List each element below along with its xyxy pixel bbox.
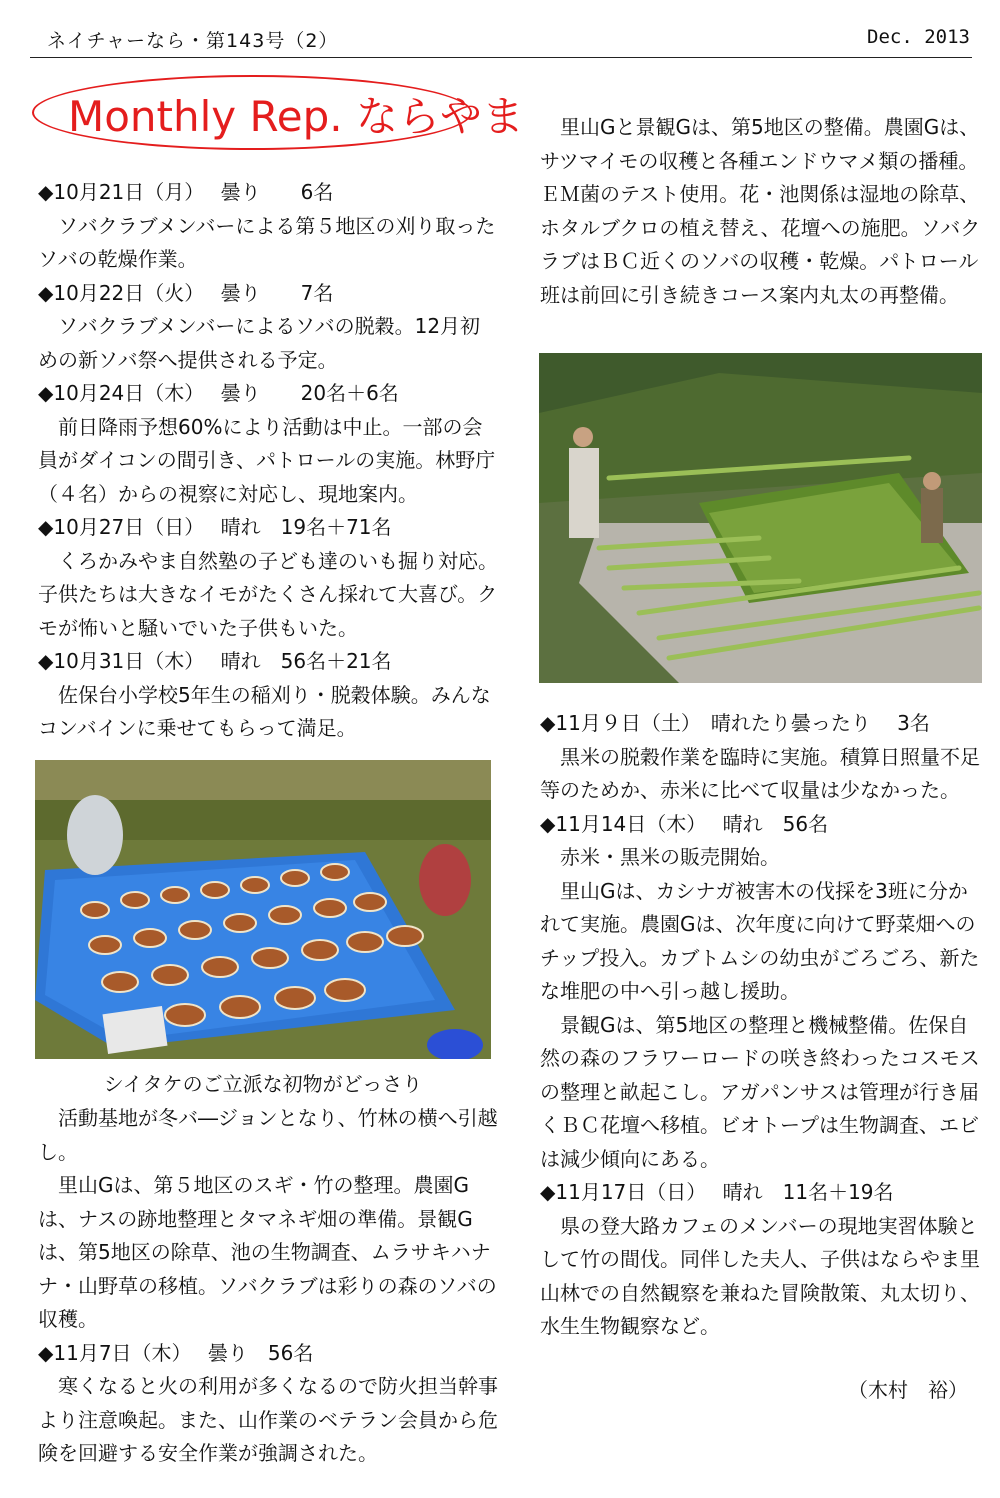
activity-paragraph: 前日降雨予想60%により活動は中止。一部の会員がダイコンの間引き、パトロールの実施。林野庁（４名）からの視察に対応し、現地案内。	[38, 414, 496, 506]
header-rule	[30, 57, 972, 58]
activity-paragraph: 黒米の脱穀作業を臨時に実施。積算日照量不足等のためか、赤米に比べて収量は少なかった。	[540, 744, 980, 802]
shiitake-photo-image	[35, 760, 491, 1059]
signature: （木村 裕）	[848, 1378, 968, 1402]
activity-entry-heading: ◆10月24日（木） 曇り 20名＋6名	[38, 381, 399, 405]
activity-paragraph: 佐保台小学校5年生の稲刈り・脱穀体験。みんなコンバインに乗せてもらって満足。	[38, 682, 491, 740]
activity-entry-heading: ◆11月7日（木） 曇り 56名	[38, 1340, 314, 1365]
activity-paragraph: 赤米・黒米の販売開始。	[560, 845, 780, 869]
activity-paragraph: 県の登大路カフェのメンバーの現地実習体験として竹の間伐。同伴した夫人、子供はならやま里山林での自然観察を兼ねた冒険散策、丸太切り、水生生物観察など。	[540, 1213, 980, 1338]
activity-entry-heading: ◆11月９日（土） 晴れたり曇ったり 3名	[540, 711, 930, 735]
header-date: Dec. 2013	[867, 26, 970, 48]
header-title: ネイチャーなら・第143号（2）	[47, 30, 339, 52]
activity-paragraph: ソバクラブメンバーによる第５地区の刈り取ったソバの乾燥作業。	[38, 213, 496, 271]
photo-bamboo	[539, 353, 982, 683]
activity-paragraph: くろかみやま自然塾の子ども達のいも掘り対応。子供たちは大きなイモがたくさん採れて大喜び。クモが怖いと騒いでいた子供もいた。	[38, 548, 498, 640]
right-column-2	[540, 707, 985, 1344]
activity-paragraph: 里山Gは、カシナガ被害木の伐採を3班に分かれて実施。農園Gは、次年度に向けて野菜畑へのチップ投入。カブトムシの幼虫がごろごろ、新たな堆肥の中へ引っ越し援助。	[540, 878, 980, 1003]
left-column-2	[38, 1102, 500, 1471]
right-column	[540, 111, 985, 312]
activity-paragraph: 里山Gと景観Gは、第5地区の整備。農園Gは、サツマイモの収穫と各種エンドウマメ類の播種。ＥＭ菌のテスト使用。花・池関係は湿地の除草、ホタルブクロの植え替え、花壇への施肥。ソバクラブはＢＣ近くのソバの収穫・乾燥。パトロール班は前回に引き続きコース案内丸太の再整備。	[540, 115, 981, 307]
activity-entry-heading: ◆10月27日（日） 晴れ 19名＋71名	[38, 515, 392, 539]
photo-caption: シイタケのご立派な初物がどっさり	[103, 1072, 423, 1096]
activity-entry-heading: ◆10月21日（月） 曇り 6名	[38, 180, 334, 204]
left-column	[38, 176, 500, 746]
activity-paragraph: 寒くなると火の利用が多くなるので防火担当幹事より注意喚起。また、山作業のベテラン会員から危険を回避する安全作業が強調された。	[38, 1374, 498, 1465]
activity-entry-heading: ◆10月31日（木） 晴れ 56名＋21名	[38, 649, 392, 673]
bamboo-photo-image	[539, 353, 982, 683]
activity-entry-heading: ◆10月22日（火） 曇り 7名	[38, 280, 334, 305]
activity-paragraph: 里山Gは、第５地区のスギ・竹の整理。農園Gは、ナスの跡地整理とタマネギ畑の準備。景観Gは、第5地区の除草、池の生物調査、ムラサキハナナ・山野草の移植。ソバクラブは彩りの森のソバの収穫。	[38, 1173, 497, 1331]
activity-entry-heading: ◆11月17日（日） 晴れ 11名＋19名	[540, 1180, 894, 1204]
logo-text: Monthly Rep. ならやま	[68, 92, 525, 141]
activity-paragraph: 活動基地が冬バ―ジョンとなり、竹林の横へ引越し。	[38, 1106, 498, 1164]
activity-paragraph: ソバクラブメンバーによるソバの脱穀。12月初めの新ソバ祭へ提供される予定。	[38, 314, 481, 372]
photo-shiitake	[35, 760, 491, 1059]
activity-entry-heading: ◆11月14日（木） 晴れ 56名	[540, 811, 829, 836]
activity-paragraph: 景観Gは、第5地区の整理と機械整備。佐保自然の森のフラワーロードの咲き終わったコスモスの整理と畝起こし。アガパンサスは管理が行き届くＢＣ花壇へ移植。ビオトープは生物調査、エビは減少傾向にある。	[540, 1012, 980, 1171]
